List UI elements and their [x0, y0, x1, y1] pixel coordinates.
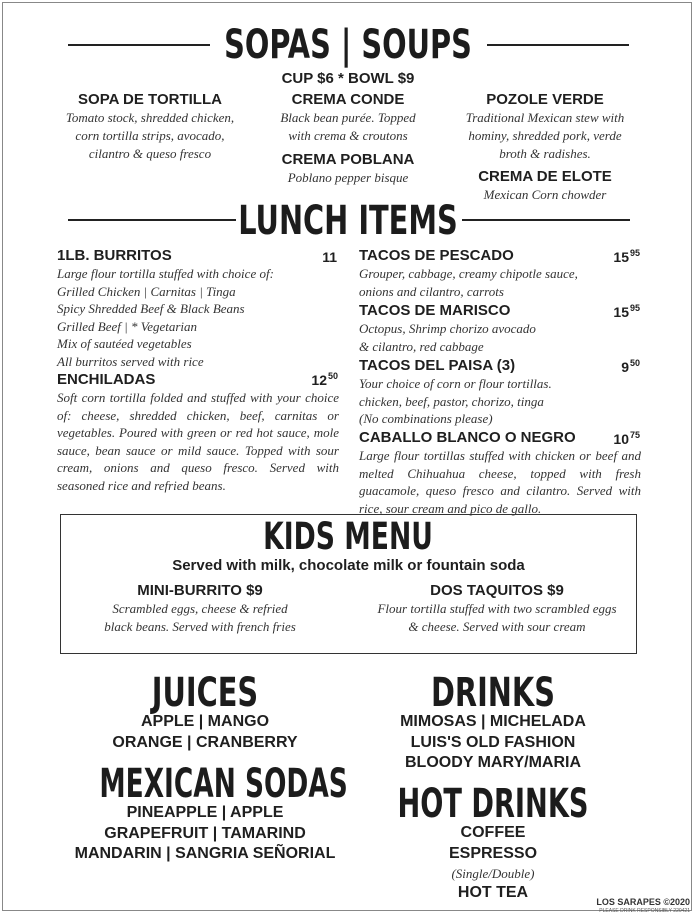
price-cents: 95 — [629, 248, 640, 258]
juices-heading: JUICES — [151, 670, 259, 716]
lunch-item-name: TACOS DE PESCADO — [359, 247, 514, 264]
soup-item — [455, 91, 635, 163]
kids-item-name: MINI-BURRITO $9 — [137, 582, 263, 599]
soup-desc: Poblano pepper bisque — [287, 170, 409, 185]
kids-desc-line: Flour tortilla stuffed with two scrambled eggs — [377, 601, 617, 616]
price-dollars: 12 — [311, 372, 327, 388]
desc-line: onions and cilantro, carrots — [359, 283, 504, 299]
lunch-item-name: TACOS DE MARISCO — [359, 302, 511, 319]
price-cents: 50 — [327, 371, 338, 381]
lunch-item-name: TACOS DEL PAISA (3) — [359, 357, 516, 374]
kids-subtitle: Served with milk, chocolate milk or fountain soda — [172, 557, 525, 574]
sodas-list — [55, 803, 355, 865]
lunch-item-name: ENCHILADAS — [57, 371, 156, 388]
drink-line: BLOODY MARY/MARIA — [405, 754, 581, 771]
price-dollars: 15 — [613, 249, 629, 265]
juice-line: APPLE | MANGO — [140, 713, 270, 730]
lunch-item-price — [592, 248, 640, 265]
desc-line: All burritos served with rice — [57, 353, 204, 369]
kids-desc-line: & cheese. Served with sour cream — [408, 619, 586, 634]
soups-heading: SOPAS | SOUPS — [224, 22, 472, 68]
soda-line: MANDARIN | SANGRIA SEÑORIAL — [74, 845, 336, 862]
lunch-item-price — [290, 371, 338, 388]
lunch-item-name: 1LB. BURRITOS — [57, 247, 172, 264]
lunch-item-price — [592, 358, 640, 375]
hot-drinks-heading: HOT DRINKS — [397, 781, 589, 827]
kids-item — [357, 582, 637, 636]
footer-copyright: LOS SARAPES ©2020 — [596, 897, 690, 907]
hot-drink-line: COFFEE — [460, 824, 526, 841]
price-dollars: 11 — [322, 249, 337, 265]
desc-line: Grouper, cabbage, creamy chipotle sauce, — [359, 266, 578, 281]
hot-drink-line: HOT TEA — [457, 884, 529, 901]
soup-name: CREMA POBLANA — [281, 151, 415, 168]
price-dollars: 9 — [621, 359, 629, 375]
kids-desc-line: Scrambled eggs, cheese & refried — [112, 601, 288, 616]
desc-line: Grilled Chicken | Carnitas | Tinga — [57, 283, 236, 299]
desc-line: Grilled Beef | * Vegetarian — [57, 318, 198, 334]
lunch-item-name: CABALLO BLANCO O NEGRO — [359, 429, 576, 446]
soup-name: CREMA DE ELOTE — [478, 168, 612, 185]
kids-desc-line: black beans. Served with french fries — [104, 619, 296, 634]
price-dollars: 10 — [613, 431, 629, 447]
soup-name: SOPA DE TORTILLA — [78, 91, 222, 108]
desc-line: Your choice of corn or flour tortillas. — [359, 376, 552, 391]
price-cents: 50 — [629, 358, 640, 368]
lunch-item-desc: Soft corn tortilla folded and stuffed with your choice of: cheese, shredded chicken, beef, carnitas or vegetables. Poured with green or red hot sauce, mole sauce, bean sauce or mild sauce. Topped with sour cream, onions and queso fresco. Served with seasoned rice and refried beans. — [57, 390, 339, 493]
price-cents: 75 — [629, 430, 640, 440]
hot-drinks-list — [343, 823, 643, 904]
drink-line: MIMOSAS | MICHELADA — [400, 713, 586, 730]
lunch-item-desc — [359, 265, 644, 300]
desc-line: & cilantro, red cabbage — [359, 338, 484, 354]
desc-line: (No combinations please) — [359, 411, 493, 426]
desc-line: chicken, beef, pastor, chorizo, tinga — [359, 393, 544, 409]
soup-desc: Tomato stock, shredded chicken, corn tortilla strips, avocado, cilantro & queso fresco — [65, 110, 235, 161]
drinks-list — [343, 712, 643, 774]
desc-line: Large flour tortilla stuffed with choice of: — [57, 266, 274, 281]
soup-desc: Mexican Corn chowder — [483, 187, 607, 202]
lunch-item-desc: Large flour tortillas stuffed with chicken or beef and melted Chihuahua cheese, topped with fresh guacamole, queso fresco and cilantro. Served with rice, sour cream and pico de gallo. — [359, 448, 641, 516]
sodas-heading: MEXICAN SODAS — [99, 761, 348, 807]
soup-item — [258, 151, 438, 187]
soup-desc: Black bean purée. Topped with crema & croutons — [280, 110, 416, 143]
lunch-item-desc — [359, 375, 644, 428]
kids-item — [70, 582, 330, 636]
soup-desc: Traditional Mexican stew with hominy, shredded pork, verde broth & radishes. — [465, 110, 625, 161]
desc-line: Octopus, Shrimp chorizo avocado — [359, 321, 536, 336]
soup-name: CREMA CONDE — [291, 91, 405, 108]
soda-line: PINEAPPLE | APPLE — [126, 804, 284, 821]
lunch-heading: LUNCH ITEMS — [238, 198, 458, 244]
juices-list — [55, 712, 355, 753]
kids-item-name: DOS TAQUITOS $9 — [430, 582, 564, 599]
kids-heading: KIDS MENU — [263, 515, 433, 558]
soup-price: CUP $6 * BOWL $9 — [281, 70, 415, 87]
lunch-item-price — [592, 303, 640, 320]
hot-drink-note: (Single/Double) — [451, 866, 535, 881]
soup-item — [40, 91, 260, 163]
lunch-item-price — [290, 248, 338, 265]
soup-name: POZOLE VERDE — [486, 91, 604, 108]
hot-drink-line: ESPRESSO — [448, 844, 538, 862]
desc-line: Spicy Shredded Beef & Black Beans — [57, 301, 245, 316]
drinks-heading: DRINKS — [431, 670, 555, 716]
drink-line: LUIS'S OLD FASHION — [410, 733, 576, 751]
soup-item — [455, 168, 635, 204]
soup-item — [268, 91, 428, 145]
juice-line: ORANGE | CRANBERRY — [112, 733, 298, 751]
price-dollars: 15 — [613, 304, 629, 320]
price-cents: 95 — [629, 303, 640, 313]
footer-fineprint: PLEASE DRINK RESPONSIBLY 220421 — [599, 908, 690, 914]
soda-line: GRAPEFRUIT | TAMARIND — [104, 824, 306, 842]
desc-line: Mix of sautéed vegetables — [57, 336, 192, 351]
lunch-item-desc — [359, 320, 644, 355]
lunch-item-price — [592, 430, 640, 447]
lunch-item-desc — [57, 265, 342, 370]
